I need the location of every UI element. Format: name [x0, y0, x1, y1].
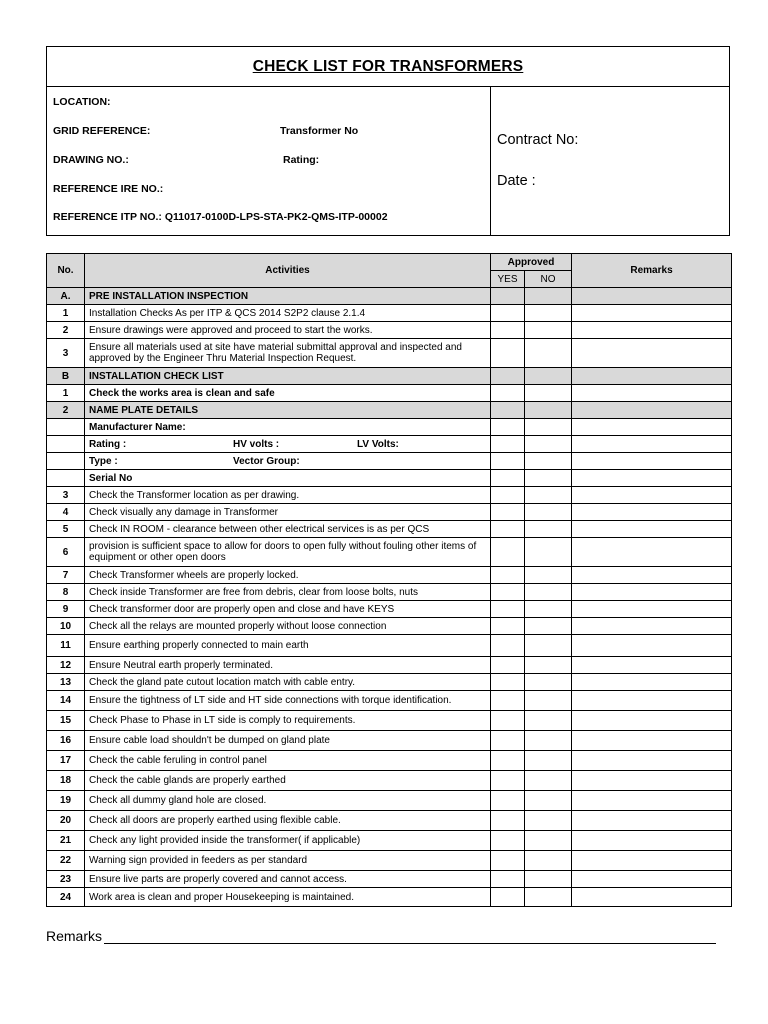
header-contract-panel — [491, 87, 729, 236]
vector-group-label: Vector Group: — [233, 455, 300, 467]
rating-fields — [89, 439, 486, 450]
yes-cell[interactable] — [491, 584, 525, 601]
yes-cell[interactable] — [491, 322, 525, 339]
nameplate-row — [47, 470, 732, 487]
header-fields — [47, 87, 491, 236]
section-row: A. PRE INSTALLATION INSPECTION — [47, 288, 732, 305]
no-cell[interactable] — [525, 601, 572, 618]
row-activity: Ensure the tightness of LT side and HT side connections with torque identification. — [85, 691, 491, 711]
yes-cell[interactable] — [491, 305, 525, 322]
remarks-cell[interactable] — [572, 567, 732, 584]
row-activity: Ensure earthing properly connected to main earth — [85, 635, 491, 657]
yes-cell[interactable] — [491, 419, 525, 436]
footer-remarks — [46, 928, 716, 944]
location-label: LOCATION: — [53, 96, 111, 108]
yes-cell[interactable] — [491, 567, 525, 584]
table-row — [47, 584, 732, 601]
remarks-cell[interactable] — [572, 601, 732, 618]
section-row: B INSTALLATION CHECK LIST — [47, 368, 732, 385]
yes-cell[interactable] — [491, 791, 525, 811]
table-row — [47, 831, 732, 851]
remarks-cell[interactable] — [572, 419, 732, 436]
yes-cell[interactable] — [491, 888, 525, 907]
table-row — [47, 811, 732, 831]
header-no-approval: NO — [525, 271, 572, 288]
yes-cell[interactable] — [491, 811, 525, 831]
no-cell[interactable] — [525, 584, 572, 601]
row-number: 18 — [47, 771, 85, 791]
remarks-cell[interactable] — [572, 584, 732, 601]
row-number: 14 — [47, 691, 85, 711]
no-cell[interactable] — [525, 811, 572, 831]
header-remarks: Remarks — [572, 254, 732, 288]
row-number: 3 — [47, 487, 85, 504]
remarks-line-input[interactable] — [104, 929, 716, 944]
row-number: 8 — [47, 584, 85, 601]
remarks-cell[interactable] — [572, 831, 732, 851]
header-activities: Activities — [85, 254, 491, 288]
table-row — [47, 657, 732, 674]
page-title: CHECK LIST FOR TRANSFORMERS — [252, 57, 524, 75]
section-row: 2 NAME PLATE DETAILS — [47, 402, 732, 419]
no-cell[interactable] — [525, 618, 572, 635]
remarks-label: Remarks — [46, 928, 103, 944]
remarks-cell[interactable] — [572, 504, 732, 521]
checklist-table — [46, 253, 732, 907]
no-cell[interactable] — [525, 487, 572, 504]
table-row: 3 Ensure all materials used at site have material submittal approval and inspected and approved by the Engineer Thru Material Inspection Request. — [47, 339, 732, 368]
row-number: 13 — [47, 674, 85, 691]
table-row — [47, 635, 732, 657]
grid-reference-label: GRID REFERENCE: — [53, 125, 151, 137]
row-activity: Warning sign provided in feeders as per standard — [85, 851, 491, 871]
no-cell[interactable] — [525, 657, 572, 674]
header-yes: YES — [491, 271, 525, 288]
yes-cell[interactable] — [491, 339, 525, 368]
row-number: 5 — [47, 521, 85, 538]
table-row — [47, 711, 732, 731]
title-row — [47, 47, 729, 87]
remarks-cell[interactable] — [572, 811, 732, 831]
yes-cell[interactable] — [491, 538, 525, 567]
yes-cell[interactable] — [491, 521, 525, 538]
yes-cell[interactable] — [491, 618, 525, 635]
remarks-cell[interactable] — [572, 711, 732, 731]
table-row — [47, 538, 732, 567]
checklist-rows — [47, 487, 732, 907]
yes-cell[interactable] — [491, 831, 525, 851]
reference-ire-label: REFERENCE IRE NO.: — [53, 183, 164, 195]
remarks-cell[interactable] — [572, 888, 732, 907]
remarks-cell[interactable] — [572, 487, 732, 504]
row-number: 19 — [47, 791, 85, 811]
row-number: 16 — [47, 731, 85, 751]
row-number: 7 — [47, 567, 85, 584]
row-activity: Check inside Transformer are free from debris, clear from loose bolts, nuts — [85, 584, 491, 601]
remarks-cell[interactable] — [572, 771, 732, 791]
row-number: 9 — [47, 601, 85, 618]
row-activity: Check the gland pate cutout location match with cable entry. — [85, 674, 491, 691]
no-cell[interactable] — [525, 567, 572, 584]
remarks-cell[interactable] — [572, 538, 732, 567]
row-activity: Check visually any damage in Transformer — [85, 504, 491, 521]
table-row — [47, 851, 732, 871]
row-activity: Check any light provided inside the transformer( if applicable) — [85, 831, 491, 851]
table-row — [47, 567, 732, 584]
table-row — [47, 871, 732, 888]
contract-no-label: Contract No: — [497, 132, 579, 148]
yes-cell[interactable] — [491, 691, 525, 711]
remarks-cell[interactable] — [572, 322, 732, 339]
row-number: 24 — [47, 888, 85, 907]
yes-cell[interactable] — [491, 657, 525, 674]
table-row — [47, 674, 732, 691]
row-activity: Check the cable feruling in control panel — [85, 751, 491, 771]
lv-volts-label: LV Volts: — [357, 438, 399, 450]
table-row — [47, 691, 732, 711]
row-activity: Check all doors are properly earthed using flexible cable. — [85, 811, 491, 831]
remarks-cell[interactable] — [572, 436, 732, 453]
remarks-cell[interactable] — [572, 657, 732, 674]
yes-cell[interactable] — [491, 453, 525, 470]
table-row — [47, 771, 732, 791]
yes-cell[interactable] — [491, 731, 525, 751]
drawing-no-label: DRAWING NO.: — [53, 154, 129, 166]
row-activity: provision is sufficient space to allow for doors to open fully without fouling other items of equipment or other open doors — [85, 538, 491, 567]
no-cell[interactable] — [525, 453, 572, 470]
remarks-cell[interactable] — [572, 618, 732, 635]
row-activity: Ensure live parts are properly covered and cannot access. — [85, 871, 491, 888]
header-approved: Approved — [491, 254, 572, 271]
no-cell[interactable] — [525, 504, 572, 521]
remarks-cell[interactable] — [572, 871, 732, 888]
row-number: 10 — [47, 618, 85, 635]
manufacturer-label: Manufacturer Name: — [85, 419, 491, 436]
table-row — [47, 601, 732, 618]
yes-cell[interactable] — [491, 436, 525, 453]
no-cell[interactable] — [525, 711, 572, 731]
yes-cell[interactable] — [491, 487, 525, 504]
table-row — [47, 487, 732, 504]
row-activity: Check Transformer wheels are properly locked. — [85, 567, 491, 584]
nameplate-row — [47, 453, 732, 470]
hv-volts-label: HV volts : — [233, 438, 280, 450]
table-row: 1 Check the works area is clean and safe — [47, 385, 732, 402]
remarks-cell[interactable] — [572, 791, 732, 811]
no-cell[interactable] — [525, 635, 572, 657]
nameplate-row — [47, 419, 732, 436]
table-row: 1 Installation Checks As per ITP & QCS 2014 S2P2 clause 2.1.4 — [47, 305, 732, 322]
row-activity: Ensure cable load shouldn't be dumped on gland plate — [85, 731, 491, 751]
row-activity: Ensure Neutral earth properly terminated. — [85, 657, 491, 674]
no-cell[interactable] — [525, 436, 572, 453]
remarks-cell[interactable] — [572, 305, 732, 322]
row-number: 17 — [47, 751, 85, 771]
header-no: No. — [47, 254, 85, 288]
remarks-cell[interactable] — [572, 521, 732, 538]
yes-cell[interactable] — [491, 635, 525, 657]
type-fields — [89, 456, 486, 467]
no-cell[interactable] — [525, 731, 572, 751]
row-activity: Check transformer door are properly open and close and have KEYS — [85, 601, 491, 618]
row-activity: Check all the relays are mounted properly without loose connection — [85, 618, 491, 635]
table-row — [47, 521, 732, 538]
yes-cell[interactable] — [491, 385, 525, 402]
yes-cell[interactable] — [491, 504, 525, 521]
date-label: Date : — [497, 173, 536, 189]
yes-cell[interactable] — [491, 470, 525, 487]
no-cell[interactable] — [525, 771, 572, 791]
yes-cell[interactable] — [491, 771, 525, 791]
row-activity: Check all dummy gland hole are closed. — [85, 791, 491, 811]
no-cell[interactable] — [525, 791, 572, 811]
row-activity: Check the Transformer location as per drawing. — [85, 487, 491, 504]
no-cell[interactable] — [525, 339, 572, 368]
row-number: 11 — [47, 635, 85, 657]
header-box — [46, 46, 730, 236]
no-cell[interactable] — [525, 888, 572, 907]
row-number: 15 — [47, 711, 85, 731]
row-activity: Check IN ROOM - clearance between other electrical services is as per QCS — [85, 521, 491, 538]
no-cell[interactable] — [525, 419, 572, 436]
serial-no-label: Serial No — [85, 470, 491, 487]
row-number: 22 — [47, 851, 85, 871]
yes-cell[interactable] — [491, 871, 525, 888]
no-cell[interactable] — [525, 751, 572, 771]
no-cell[interactable] — [525, 385, 572, 402]
row-activity: Check Phase to Phase in LT side is comply to requirements. — [85, 711, 491, 731]
remarks-cell[interactable] — [572, 691, 732, 711]
table-row — [47, 751, 732, 771]
no-cell[interactable] — [525, 470, 572, 487]
reference-itp-label: REFERENCE ITP NO.: Q11017-0100D-LPS-STA-PK2-QMS-ITP-00002 — [53, 211, 388, 223]
no-cell[interactable] — [525, 538, 572, 567]
yes-cell[interactable] — [491, 851, 525, 871]
no-cell[interactable] — [525, 831, 572, 851]
remarks-cell[interactable] — [572, 751, 732, 771]
type-label: Type : — [89, 455, 118, 467]
row-activity: Work area is clean and proper Housekeeping is maintained. — [85, 888, 491, 907]
no-cell[interactable] — [525, 305, 572, 322]
remarks-cell[interactable] — [572, 339, 732, 368]
remarks-cell[interactable] — [572, 453, 732, 470]
nameplate-rating-label: Rating : — [89, 438, 127, 450]
table-row — [47, 791, 732, 811]
remarks-cell[interactable] — [572, 635, 732, 657]
yes-cell[interactable] — [491, 751, 525, 771]
table-row — [47, 504, 732, 521]
transformer-no-label: Transformer No — [280, 125, 359, 137]
no-cell[interactable] — [525, 871, 572, 888]
row-activity: Check the cable glands are properly earthed — [85, 771, 491, 791]
table-row: 2 Ensure drawings were approved and proceed to start the works. — [47, 322, 732, 339]
row-number: 4 — [47, 504, 85, 521]
row-number: 12 — [47, 657, 85, 674]
no-cell[interactable] — [525, 521, 572, 538]
yes-cell[interactable] — [491, 674, 525, 691]
row-number: 20 — [47, 811, 85, 831]
table-row — [47, 888, 732, 907]
rating-label: Rating: — [283, 154, 320, 166]
remarks-cell[interactable] — [572, 385, 732, 402]
nameplate-row — [47, 436, 732, 453]
no-cell[interactable] — [525, 322, 572, 339]
remarks-cell[interactable] — [572, 731, 732, 751]
yes-cell[interactable] — [491, 601, 525, 618]
remarks-cell[interactable] — [572, 674, 732, 691]
row-number: 6 — [47, 538, 85, 567]
remarks-cell[interactable] — [572, 470, 732, 487]
row-number: 23 — [47, 871, 85, 888]
remarks-cell[interactable] — [572, 851, 732, 871]
table-row — [47, 731, 732, 751]
row-number: 21 — [47, 831, 85, 851]
no-cell[interactable] — [525, 851, 572, 871]
no-cell[interactable] — [525, 674, 572, 691]
yes-cell[interactable] — [491, 711, 525, 731]
table-row — [47, 618, 732, 635]
no-cell[interactable] — [525, 691, 572, 711]
